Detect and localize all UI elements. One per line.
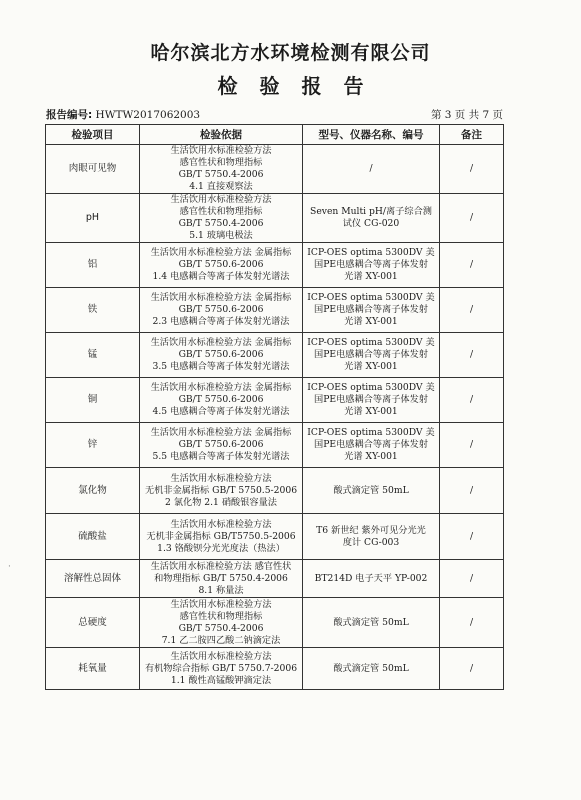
instrument-info: [303, 423, 440, 468]
scan-edge-mark: ·: [8, 562, 11, 572]
instrument-line: 光谱 XY-001: [344, 271, 398, 282]
instrument-line: 国PE电感耦合等离子体发射: [314, 439, 428, 450]
instrument-line: 试仪 CG-020: [342, 218, 400, 229]
test-basis-line: 生活饮用水标准检验方法 金属指标: [150, 337, 292, 348]
table-header-row: [46, 125, 504, 145]
company-name: 哈尔滨北方水环境检测有限公司: [150, 42, 431, 64]
table-row: [46, 243, 504, 288]
test-basis-line: 8.1 称量法: [198, 584, 244, 596]
instrument-info: [303, 514, 440, 560]
test-basis-line: GB/T 5750.4-2006: [178, 622, 264, 634]
test-basis-line: 5.1 玻璃电极法: [189, 230, 253, 241]
test-basis-line: 生活饮用水标准检验方法: [170, 598, 272, 610]
test-basis: [140, 378, 303, 423]
test-basis-line: 有机物综合指标 GB/T 5750.7-2006: [144, 662, 298, 674]
test-basis-line: 无机非金属指标 GB/T5750.5-2006: [146, 530, 296, 542]
test-item: 肉眼可见物: [46, 145, 140, 194]
note: /: [440, 243, 504, 288]
test-basis-line: 4.1 直接观察法: [189, 181, 253, 192]
test-item: 硫酸盐: [46, 514, 140, 560]
table-row: [46, 598, 504, 648]
test-item: 铁: [46, 288, 140, 333]
test-basis-line: 感官性状和物理指标: [179, 206, 263, 217]
instrument-line: Seven Multi pH/离子综合测: [310, 206, 432, 217]
table-row: [46, 514, 504, 560]
instrument-info: [303, 560, 440, 598]
instrument-info: [303, 194, 440, 243]
note: /: [440, 378, 504, 423]
note: /: [440, 145, 504, 194]
instrument-line: 光谱 XY-001: [344, 451, 398, 462]
col-header-item: 检验项目: [46, 125, 140, 145]
note: /: [440, 560, 504, 598]
instrument-line: 光谱 XY-001: [344, 406, 398, 417]
instrument-info: [303, 288, 440, 333]
test-basis: [140, 598, 303, 648]
table-row: [46, 468, 504, 514]
test-basis-line: 2 氯化物 2.1 硝酸银容量法: [165, 496, 277, 508]
test-basis-line: 4.5 电感耦合等离子体发射光谱法: [152, 406, 290, 417]
test-basis: [140, 194, 303, 243]
note: /: [440, 514, 504, 560]
test-basis-line: 生活饮用水标准检验方法: [170, 650, 272, 662]
instrument-info: [303, 648, 440, 690]
page-info: 第 3 页 共 7 页: [430, 109, 503, 121]
table-row: [46, 194, 504, 243]
test-basis-line: 3.5 电感耦合等离子体发射光谱法: [152, 361, 290, 372]
note: /: [440, 288, 504, 333]
test-basis: [140, 145, 303, 194]
instrument-line: 光谱 XY-001: [344, 361, 398, 372]
test-basis-line: GB/T 5750.6-2006: [178, 259, 264, 270]
instrument-line: ICP-OES optima 5300DV 美: [307, 337, 435, 348]
col-header-note: 备注: [440, 125, 504, 145]
test-basis: [140, 243, 303, 288]
instrument-line: 酸式滴定管 50mL: [333, 484, 409, 496]
test-basis-line: GB/T 5750.4-2006: [178, 169, 264, 180]
test-basis-line: 生活饮用水标准检验方法 金属指标: [150, 382, 292, 393]
note: /: [440, 468, 504, 514]
test-basis-line: 感官性状和物理指标: [179, 157, 263, 168]
test-basis-line: 生活饮用水标准检验方法: [170, 472, 272, 484]
note: /: [440, 194, 504, 243]
test-item: 铝: [46, 243, 140, 288]
test-item: 铜: [46, 378, 140, 423]
test-basis-line: 感官性状和物理指标: [179, 610, 263, 622]
test-basis-line: GB/T 5750.4-2006: [178, 218, 264, 229]
instrument-line: 国PE电感耦合等离子体发射: [314, 259, 428, 270]
test-item: 耗氧量: [46, 648, 140, 690]
instrument-line: 国PE电感耦合等离子体发射: [314, 394, 428, 405]
instrument-info: [303, 145, 440, 194]
test-basis-line: 5.5 电感耦合等离子体发射光谱法: [152, 451, 290, 462]
instrument-line: ICP-OES optima 5300DV 美: [307, 292, 435, 303]
test-basis-line: GB/T 5750.6-2006: [178, 394, 264, 405]
test-item: 溶解性总固体: [46, 560, 140, 598]
instrument-info: [303, 243, 440, 288]
test-basis: [140, 333, 303, 378]
report-number-value: HWTW2017062003: [95, 109, 201, 121]
instrument-line: ICP-OES optima 5300DV 美: [307, 427, 435, 438]
instrument-line: ICP-OES optima 5300DV 美: [307, 382, 435, 393]
instrument-line: T6 新世纪 紫外可见分光光: [316, 524, 426, 536]
table-row: [46, 145, 504, 194]
table-row: [46, 333, 504, 378]
instrument-info: [303, 378, 440, 423]
table-row: [46, 288, 504, 333]
test-basis-line: GB/T 5750.6-2006: [178, 439, 264, 450]
test-basis-line: 2.3 电感耦合等离子体发射光谱法: [152, 316, 290, 327]
test-basis-line: 1.3 铬酸钡分光光度法（热法）: [157, 542, 285, 554]
test-basis: [140, 514, 303, 560]
test-basis-line: 生活饮用水标准检验方法: [170, 194, 272, 205]
test-basis-line: 生活饮用水标准检验方法: [170, 145, 272, 156]
instrument-line: 国PE电感耦合等离子体发射: [314, 349, 428, 360]
test-basis-line: 生活饮用水标准检验方法 感官性状: [150, 560, 292, 572]
note: /: [440, 648, 504, 690]
instrument-line: BT214D 电子天平 YP-002: [314, 572, 428, 584]
test-basis-line: GB/T 5750.6-2006: [178, 304, 264, 315]
test-basis: [140, 560, 303, 598]
test-item: 锌: [46, 423, 140, 468]
test-basis-line: 和物理指标 GB/T 5750.4-2006: [154, 572, 288, 584]
table-row: [46, 378, 504, 423]
test-basis: [140, 468, 303, 514]
instrument-info: [303, 598, 440, 648]
instrument-line: ICP-OES optima 5300DV 美: [307, 247, 435, 258]
inspection-table: [45, 124, 504, 690]
test-basis-line: 7.1 乙二胺四乙酸二钠滴定法: [161, 634, 281, 646]
instrument-line: /: [369, 163, 373, 174]
instrument-line: 酸式滴定管 50mL: [333, 616, 409, 628]
instrument-info: [303, 468, 440, 514]
test-basis-line: 生活饮用水标准检验方法: [170, 518, 272, 530]
table-row: [46, 560, 504, 598]
instrument-line: 国PE电感耦合等离子体发射: [314, 304, 428, 315]
test-basis-line: 1.1 酸性高锰酸钾滴定法: [170, 674, 272, 686]
instrument-line: 度计 CG-003: [342, 536, 400, 548]
note: /: [440, 333, 504, 378]
col-header-instrument: 型号、仪器名称、编号: [303, 125, 440, 145]
test-basis-line: 生活饮用水标准检验方法 金属指标: [150, 247, 292, 258]
report-title: 检验报告: [217, 74, 386, 98]
test-item: 总硬度: [46, 598, 140, 648]
test-item: 锰: [46, 333, 140, 378]
test-basis-line: 生活饮用水标准检验方法 金属指标: [150, 427, 292, 438]
table-row: [46, 648, 504, 690]
test-basis: [140, 648, 303, 690]
test-basis-line: 生活饮用水标准检验方法 金属指标: [150, 292, 292, 303]
test-basis: [140, 288, 303, 333]
test-basis: [140, 423, 303, 468]
instrument-line: 酸式滴定管 50mL: [333, 662, 409, 674]
note: /: [440, 598, 504, 648]
report-number: [46, 107, 200, 122]
instrument-line: 光谱 XY-001: [344, 316, 398, 327]
col-header-basis: 检验依据: [140, 125, 303, 145]
instrument-info: [303, 333, 440, 378]
test-basis-line: GB/T 5750.6-2006: [178, 349, 264, 360]
test-basis-line: 无机非金属指标 GB/T 5750.5-2006: [144, 484, 298, 496]
test-item: pH: [46, 194, 140, 243]
test-basis-line: 1.4 电感耦合等离子体发射光谱法: [152, 271, 290, 282]
report-number-label: 报告编号:: [46, 109, 93, 121]
note: /: [440, 423, 504, 468]
test-item: 氯化物: [46, 468, 140, 514]
table-row: [46, 423, 504, 468]
